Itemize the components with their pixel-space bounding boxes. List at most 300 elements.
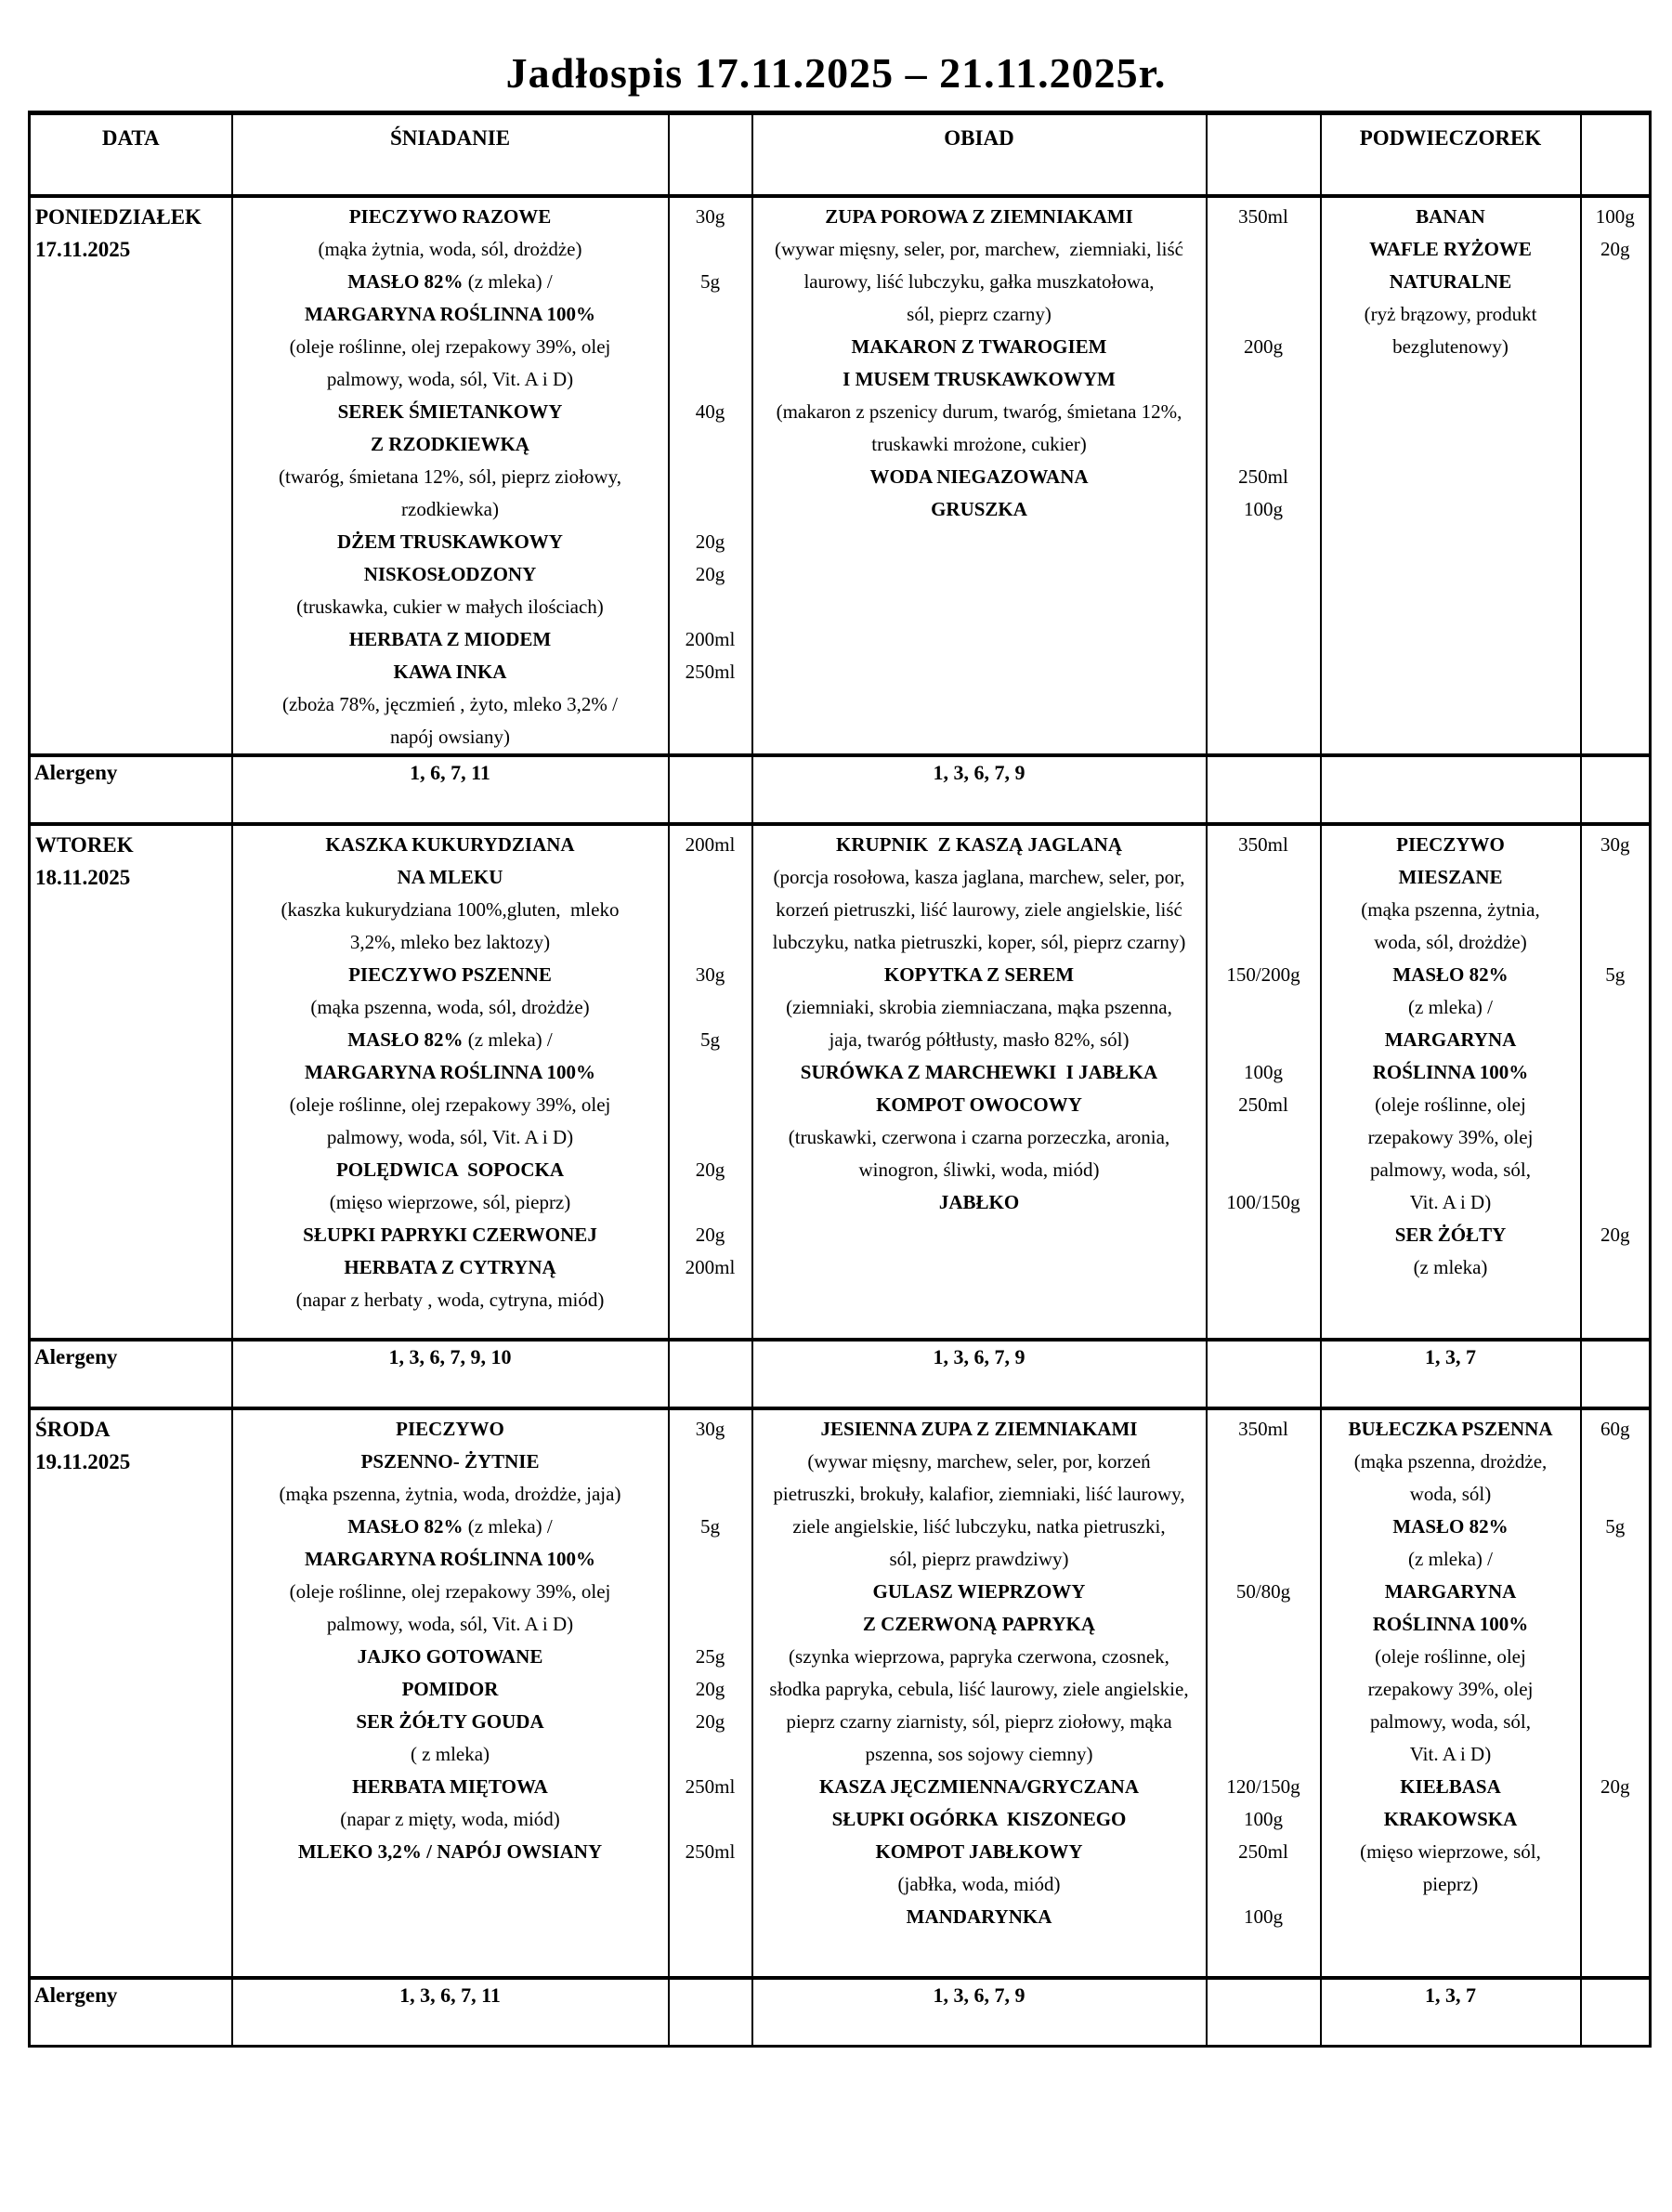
allergens-row	[30, 755, 1651, 824]
meal-line	[233, 1608, 668, 1641]
meal-line	[233, 721, 668, 753]
gram-value	[1582, 1738, 1650, 1771]
day-row	[30, 1408, 1651, 1978]
meal-ingredients: woda, sól, drożdże)	[1374, 931, 1527, 953]
meal-ingredients: rzodkiewka)	[401, 498, 499, 520]
gram-value: 5g	[1605, 1515, 1626, 1538]
gram-value	[670, 1121, 751, 1154]
gram-value	[1582, 1641, 1650, 1673]
meal-line	[1322, 1836, 1580, 1868]
gram-value: 50/80g	[1235, 1580, 1291, 1603]
meal-ingredients: (z mleka) /	[467, 270, 553, 293]
allergens-snack-qty-cell	[1581, 755, 1651, 824]
gram-value	[670, 1186, 751, 1219]
gram-value: 20g	[695, 563, 725, 585]
gram-value	[1582, 1121, 1650, 1154]
gram-value	[1582, 926, 1650, 959]
meal-line	[1322, 894, 1580, 926]
gram-value	[670, 1056, 751, 1089]
meal-item-name: PIECZYWO	[396, 1418, 504, 1440]
meal-line	[233, 1511, 668, 1543]
meal-item-name: KASZA JĘCZMIENNA/GRYCZANA	[818, 1775, 1140, 1798]
gram-value	[1582, 1706, 1650, 1738]
gram-value: 100g	[1244, 1905, 1283, 1928]
meal-line	[753, 331, 1206, 363]
meal-line	[233, 623, 668, 656]
meal-line	[233, 1836, 668, 1868]
gram-value	[1208, 1121, 1320, 1154]
meal-ingredients: palmowy, woda, sól, Vit. A i D)	[326, 368, 574, 390]
gram-value	[670, 331, 751, 363]
gram-value	[670, 428, 751, 461]
gram-value	[1582, 1673, 1650, 1706]
meal-ingredients: (oleje roślinne, olej	[1375, 1645, 1526, 1668]
meal-item-name: BUŁECZKA PSZENNA	[1348, 1418, 1553, 1440]
meal-item-name: JESIENNA ZUPA Z ZIEMNIAKAMI	[820, 1418, 1138, 1440]
allergens-breakfast: 1, 3, 6, 7, 11	[232, 1978, 669, 2047]
meal-item-name: PSZENNO- ŻYTNIE	[360, 1450, 540, 1472]
gram-value: 5g	[700, 1028, 720, 1051]
meal-line	[753, 1446, 1206, 1478]
meal-ingredients: jaja, twaróg półtłusty, masło 82%, sól)	[829, 1028, 1130, 1051]
gram-value: 5g	[700, 270, 720, 293]
meal-item-name: GRUSZKA	[931, 498, 1027, 520]
meal-ingredients: truskawki mrożone, cukier)	[871, 433, 1087, 455]
gram-value	[670, 461, 751, 493]
gram-value	[670, 1608, 751, 1641]
allergens-breakfast-qty-cell	[669, 1340, 752, 1408]
meal-item-name: SER ŻÓŁTY	[1394, 1224, 1507, 1246]
gram-value	[670, 493, 751, 526]
gram-value	[1582, 894, 1650, 926]
meal-line	[233, 233, 668, 266]
meal-item-name: KRAKOWSKA	[1383, 1808, 1518, 1830]
day-date: 18.11.2025	[35, 866, 131, 889]
gram-value: 20g	[695, 1158, 725, 1181]
meal-line	[1322, 1413, 1580, 1446]
day-date-cell	[30, 196, 232, 755]
meal-ingredients: (napar z mięty, woda, miód)	[340, 1808, 560, 1830]
header-dinner-qty	[1207, 113, 1321, 197]
meal-item-name: HERBATA Z CYTRYNĄ	[344, 1256, 556, 1278]
meal-line	[1322, 1543, 1580, 1576]
gram-value: 20g	[1600, 238, 1630, 260]
meal-item-name: POMIDOR	[401, 1678, 499, 1700]
meal-ingredients: (mięso wieprzowe, sól, pieprz)	[329, 1191, 571, 1213]
meal-item-name: ROŚLINNA 100%	[1372, 1061, 1529, 1083]
gram-value: 100/150g	[1226, 1191, 1300, 1213]
meal-line	[753, 1089, 1206, 1121]
dinner-cell	[752, 1408, 1207, 1978]
gram-value	[1208, 266, 1320, 298]
meal-line	[753, 266, 1206, 298]
allergens-label: Alergeny	[30, 1978, 232, 2047]
meal-ingredients: (oleje roślinne, olej rzepakowy 39%, olej	[289, 335, 611, 358]
gram-value	[670, 233, 751, 266]
gram-value	[1208, 233, 1320, 266]
allergens-breakfast: 1, 6, 7, 11	[232, 755, 669, 824]
meal-line	[233, 1121, 668, 1154]
meal-line	[753, 233, 1206, 266]
meal-line	[1322, 331, 1580, 363]
meal-line	[1322, 1089, 1580, 1121]
breakfast-qty-cell	[669, 824, 752, 1340]
meal-line	[233, 991, 668, 1024]
meal-line	[753, 1803, 1206, 1836]
meal-item-name: KAWA INKA	[393, 661, 507, 683]
meal-ingredients: (makaron z pszenicy durum, twaróg, śmietana 12%,	[776, 400, 1182, 423]
header-snack-qty	[1581, 113, 1651, 197]
gram-value	[670, 1543, 751, 1576]
meal-ingredients: (twaróg, śmietana 12%, sól, pieprz ziołowy,	[279, 465, 621, 488]
meal-ingredients: 3,2%, mleko bez laktozy)	[349, 931, 551, 953]
dinner-qty-cell	[1207, 824, 1321, 1340]
gram-value	[1582, 1576, 1650, 1608]
meal-ingredients: rzepakowy 39%, olej	[1367, 1678, 1534, 1700]
meal-ingredients: laurowy, liść lubczyku, gałka muszkatołowa,	[803, 270, 1155, 293]
meal-line	[753, 1056, 1206, 1089]
gram-value	[1208, 926, 1320, 959]
meal-ingredients: słodka papryka, cebula, liść laurowy, ziele angielskie,	[769, 1678, 1189, 1700]
meal-line	[1322, 1186, 1580, 1219]
meal-item-name: NATURALNE	[1389, 270, 1512, 293]
meal-item-name: KOMPOT OWOCOWY	[876, 1093, 1082, 1116]
gram-value: 200ml	[685, 1256, 736, 1278]
allergens-snack-qty-cell	[1581, 1978, 1651, 2047]
allergens-dinner: 1, 3, 6, 7, 9	[752, 755, 1207, 824]
meal-item-name: PIECZYWO RAZOWE	[348, 205, 552, 228]
gram-value: 5g	[1605, 963, 1626, 986]
allergens-row	[30, 1340, 1651, 1408]
meal-line	[753, 1738, 1206, 1771]
meal-ingredients: (z mleka) /	[1408, 996, 1493, 1018]
meal-line	[233, 266, 668, 298]
meal-line	[233, 558, 668, 591]
meal-line	[1322, 201, 1580, 233]
gram-value	[1208, 991, 1320, 1024]
meal-line	[233, 1154, 668, 1186]
meal-ingredients: (zboża 78%, jęczmień , żyto, mleko 3,2% /	[282, 693, 618, 715]
gram-value: 20g	[695, 1678, 725, 1700]
allergens-row	[30, 1978, 1651, 2047]
menu-table-body	[30, 196, 1651, 2047]
meal-ingredients: (wywar mięsny, marchew, seler, por, korzeń	[807, 1450, 1151, 1472]
gram-value	[1582, 1803, 1650, 1836]
breakfast-qty-cell	[669, 196, 752, 755]
meal-ingredients: lubczyku, natka pietruszki, koper, sól, pieprz czarny)	[772, 931, 1186, 953]
allergens-dinner-qty-cell	[1207, 755, 1321, 824]
meal-ingredients: (porcja rosołowa, kasza jaglana, marchew, seler, por,	[773, 866, 1185, 888]
gram-value	[1208, 1641, 1320, 1673]
meal-line	[233, 1771, 668, 1803]
allergens-breakfast-qty-cell	[669, 1978, 752, 2047]
meal-line	[1322, 991, 1580, 1024]
meal-line	[1322, 1608, 1580, 1641]
gram-value: 30g	[695, 1418, 725, 1440]
gram-value: 20g	[1600, 1775, 1630, 1798]
meal-line	[753, 1576, 1206, 1608]
meal-ingredients: (napar z herbaty , woda, cytryna, miód)	[295, 1289, 605, 1311]
allergens-dinner-qty-cell	[1207, 1978, 1321, 2047]
meal-line	[233, 526, 668, 558]
meal-item-name: MASŁO 82%	[347, 1028, 468, 1051]
meal-line	[1322, 1738, 1580, 1771]
gram-value: 250ml	[1238, 1093, 1288, 1116]
meal-line	[233, 1706, 668, 1738]
meal-item-name: DŻEM TRUSKAWKOWY	[337, 530, 563, 553]
allergens-dinner: 1, 3, 6, 7, 9	[752, 1340, 1207, 1408]
gram-value	[670, 926, 751, 959]
meal-item-name: MASŁO 82%	[347, 270, 468, 293]
meal-ingredients: pieprz czarny ziarnisty, sól, pieprz ziołowy, mąka	[786, 1710, 1172, 1733]
meal-item-name: SŁUPKI OGÓRKA KISZONEGO	[831, 1808, 1127, 1830]
gram-value: 200g	[1244, 335, 1283, 358]
breakfast-cell	[232, 196, 669, 755]
meal-ingredients: (mąka pszenna, woda, sól, drożdże)	[310, 996, 590, 1018]
gram-value: 250ml	[1238, 1840, 1288, 1863]
meal-line	[753, 1608, 1206, 1641]
gram-value	[1208, 1706, 1320, 1738]
gram-value	[1208, 861, 1320, 894]
dinner-qty-cell	[1207, 1408, 1321, 1978]
meal-item-name: SEREK ŚMIETANKOWY	[337, 400, 563, 423]
meal-item-name: JABŁKO	[938, 1191, 1020, 1213]
meal-item-name: MARGARYNA ROŚLINNA 100%	[304, 1061, 596, 1083]
allergens-label: Alergeny	[30, 1340, 232, 1408]
meal-line	[753, 1154, 1206, 1186]
gram-value: 60g	[1600, 1418, 1630, 1440]
meal-item-name: ZUPA POROWA Z ZIEMNIAKAMI	[825, 205, 1133, 228]
meal-line	[233, 591, 668, 623]
gram-value: 30g	[695, 963, 725, 986]
meal-ingredients: Vit. A i D)	[1409, 1191, 1492, 1213]
meal-line	[1322, 1056, 1580, 1089]
meal-item-name: GULASZ WIEPRZOWY	[872, 1580, 1086, 1603]
meal-item-name: HERBATA MIĘTOWA	[352, 1775, 548, 1798]
gram-value	[1582, 1608, 1650, 1641]
allergens-snack	[1321, 755, 1581, 824]
gram-value	[670, 591, 751, 623]
breakfast-cell	[232, 824, 669, 1340]
meal-line	[233, 363, 668, 396]
meal-line	[753, 959, 1206, 991]
gram-value	[670, 1089, 751, 1121]
gram-value	[670, 298, 751, 331]
gram-value	[1582, 266, 1650, 298]
meal-line	[1322, 829, 1580, 861]
gram-value: 350ml	[1238, 833, 1288, 856]
meal-item-name: MASŁO 82%	[1392, 1515, 1509, 1538]
meal-line	[1322, 1446, 1580, 1478]
gram-value: 250ml	[685, 661, 736, 683]
meal-ingredients: sól, pieprz prawdziwy)	[889, 1548, 1069, 1570]
meal-line	[233, 1219, 668, 1251]
meal-ingredients: (z mleka) /	[467, 1028, 553, 1051]
meal-line	[233, 1803, 668, 1836]
meal-line	[753, 1868, 1206, 1901]
meal-ingredients: (mięso wieprzowe, sól,	[1360, 1840, 1541, 1863]
gram-value	[670, 721, 751, 753]
gram-value	[670, 1446, 751, 1478]
meal-line	[233, 1186, 668, 1219]
gram-value: 150/200g	[1226, 963, 1300, 986]
meal-line	[1322, 1771, 1580, 1803]
meal-line	[753, 1478, 1206, 1511]
meal-item-name: Z CZERWONĄ PAPRYKĄ	[862, 1613, 1096, 1635]
meal-line	[1322, 1511, 1580, 1543]
meal-ingredients: (oleje roślinne, olej	[1375, 1093, 1526, 1116]
meal-line	[1322, 233, 1580, 266]
meal-line	[753, 991, 1206, 1024]
meal-line	[1322, 1219, 1580, 1251]
meal-line	[1322, 861, 1580, 894]
meal-line	[753, 829, 1206, 861]
gram-value	[1208, 1024, 1320, 1056]
meal-line	[233, 861, 668, 894]
meal-ingredients: (mąka pszenna, drożdże,	[1353, 1450, 1548, 1472]
gram-value: 5g	[700, 1515, 720, 1538]
meal-item-name: SŁUPKI PAPRYKI CZERWONEJ	[303, 1224, 597, 1246]
meal-item-name: MANDARYNKA	[906, 1905, 1052, 1928]
meal-item-name: ROŚLINNA 100%	[1372, 1613, 1529, 1635]
header-breakfast-qty	[669, 113, 752, 197]
meal-line	[753, 201, 1206, 233]
gram-value	[1582, 1024, 1650, 1056]
meal-line	[233, 1284, 668, 1316]
meal-item-name: NA MLEKU	[397, 866, 503, 888]
meal-ingredients: (oleje roślinne, olej rzepakowy 39%, olej	[289, 1093, 611, 1116]
gram-value: 200ml	[685, 628, 736, 650]
meal-item-name: WAFLE RYŻOWE	[1369, 238, 1532, 260]
meal-line	[753, 894, 1206, 926]
dinner-cell	[752, 824, 1207, 1340]
meal-item-name: MASŁO 82%	[347, 1515, 468, 1538]
allergens-dinner-qty-cell	[1207, 1340, 1321, 1408]
meal-item-name: MLEKO 3,2% / NAPÓJ OWSIANY	[297, 1840, 603, 1863]
meal-item-name: KASZKA KUKURYDZIANA	[325, 833, 575, 856]
day-name: ŚRODA	[35, 1418, 111, 1441]
meal-ingredients: (z mleka) /	[1408, 1548, 1493, 1570]
meal-line	[233, 1543, 668, 1576]
meal-item-name: I MUSEM TRUSKAWKOWYM	[843, 368, 1116, 390]
header-snack: PODWIECZOREK	[1321, 113, 1581, 197]
meal-ingredients: (ryż brązowy, produkt	[1364, 303, 1537, 325]
meal-line	[1322, 1868, 1580, 1901]
meal-line	[233, 1251, 668, 1284]
gram-value	[1582, 1251, 1650, 1284]
meal-ingredients: palmowy, woda, sól,	[1369, 1710, 1532, 1733]
gram-value	[1208, 1608, 1320, 1641]
meal-line	[753, 1836, 1206, 1868]
meal-ingredients: winogron, śliwki, woda, miód)	[858, 1158, 1100, 1181]
meal-ingredients: (z mleka)	[1413, 1256, 1488, 1278]
gram-value: 350ml	[1238, 1418, 1288, 1440]
gram-value: 30g	[1600, 833, 1630, 856]
gram-value: 20g	[695, 1710, 725, 1733]
meal-line	[1322, 1706, 1580, 1738]
gram-value: 40g	[695, 400, 725, 423]
gram-value	[1208, 298, 1320, 331]
meal-item-name: MARGARYNA ROŚLINNA 100%	[304, 303, 596, 325]
snack-qty-cell	[1581, 824, 1651, 1340]
allergens-snack-qty-cell	[1581, 1340, 1651, 1408]
gram-value: 25g	[695, 1645, 725, 1668]
meal-ingredients: palmowy, woda, sól, Vit. A i D)	[326, 1126, 574, 1148]
meal-line	[233, 1478, 668, 1511]
meal-line	[753, 1024, 1206, 1056]
header-breakfast: ŚNIADANIE	[232, 113, 669, 197]
day-date: 19.11.2025	[35, 1450, 131, 1473]
gram-value	[1208, 1446, 1320, 1478]
dinner-qty-cell	[1207, 196, 1321, 755]
meal-item-name: BANAN	[1416, 205, 1485, 228]
meal-item-name: KOMPOT JABŁKOWY	[875, 1840, 1083, 1863]
meal-line	[1322, 1641, 1580, 1673]
meal-line	[1322, 1251, 1580, 1284]
gram-value	[1208, 1478, 1320, 1511]
gram-value	[1582, 1478, 1650, 1511]
gram-value: 350ml	[1238, 205, 1288, 228]
allergens-snack: 1, 3, 7	[1321, 1978, 1581, 2047]
gram-value: 100g	[1595, 205, 1635, 228]
meal-line	[753, 1121, 1206, 1154]
meal-item-name: HERBATA Z MIODEM	[348, 628, 552, 650]
meal-ingredients: (truskawka, cukier w małych ilościach)	[296, 596, 604, 618]
day-date-cell	[30, 1408, 232, 1978]
meal-line	[1322, 1024, 1580, 1056]
meal-line	[233, 298, 668, 331]
gram-value: 200ml	[685, 833, 736, 856]
meal-line	[233, 829, 668, 861]
breakfast-cell	[232, 1408, 669, 1978]
meal-ingredients: rzepakowy 39%, olej	[1367, 1126, 1534, 1148]
meal-line	[233, 926, 668, 959]
meal-line	[233, 656, 668, 688]
gram-value	[1582, 1056, 1650, 1089]
meal-ingredients: (wywar mięsny, seler, por, marchew, ziemniaki, liść	[775, 238, 1183, 260]
meal-ingredients: (mąka żytnia, woda, sól, drożdże)	[318, 238, 582, 260]
meal-line	[233, 201, 668, 233]
meal-item-name: PIECZYWO PSZENNE	[348, 963, 552, 986]
gram-value	[670, 1803, 751, 1836]
gram-value: 120/150g	[1226, 1775, 1300, 1798]
gram-value	[670, 688, 751, 721]
gram-value: 100g	[1244, 1061, 1283, 1083]
meal-line	[1322, 266, 1580, 298]
meal-item-name: MARGARYNA	[1384, 1580, 1517, 1603]
meal-item-name: MARGARYNA	[1384, 1028, 1517, 1051]
meal-line	[1322, 1478, 1580, 1511]
meal-ingredients: (z mleka) /	[467, 1515, 553, 1538]
snack-qty-cell	[1581, 1408, 1651, 1978]
meal-line	[233, 1673, 668, 1706]
gram-value	[1208, 363, 1320, 396]
meal-ingredients: (kaszka kukurydziana 100%,gluten, mleko	[281, 898, 620, 921]
meal-ingredients: korzeń pietruszki, liść laurowy, ziele angielskie, liść	[776, 898, 1182, 921]
gram-value	[1582, 1543, 1650, 1576]
meal-line	[753, 1771, 1206, 1803]
meal-ingredients: ziele angielskie, liść lubczyku, natka pietruszki,	[792, 1515, 1166, 1538]
meal-line	[753, 1186, 1206, 1219]
breakfast-qty-cell	[669, 1408, 752, 1978]
meal-item-name: PIECZYWO	[1396, 833, 1505, 856]
meal-item-name: NISKOSŁODZONY	[363, 563, 537, 585]
gram-value	[670, 991, 751, 1024]
meal-ingredients: (oleje roślinne, olej rzepakowy 39%, olej	[289, 1580, 611, 1603]
meal-line	[233, 1576, 668, 1608]
snack-cell	[1321, 196, 1581, 755]
meal-item-name: SER ŻÓŁTY GOUDA	[356, 1710, 544, 1733]
